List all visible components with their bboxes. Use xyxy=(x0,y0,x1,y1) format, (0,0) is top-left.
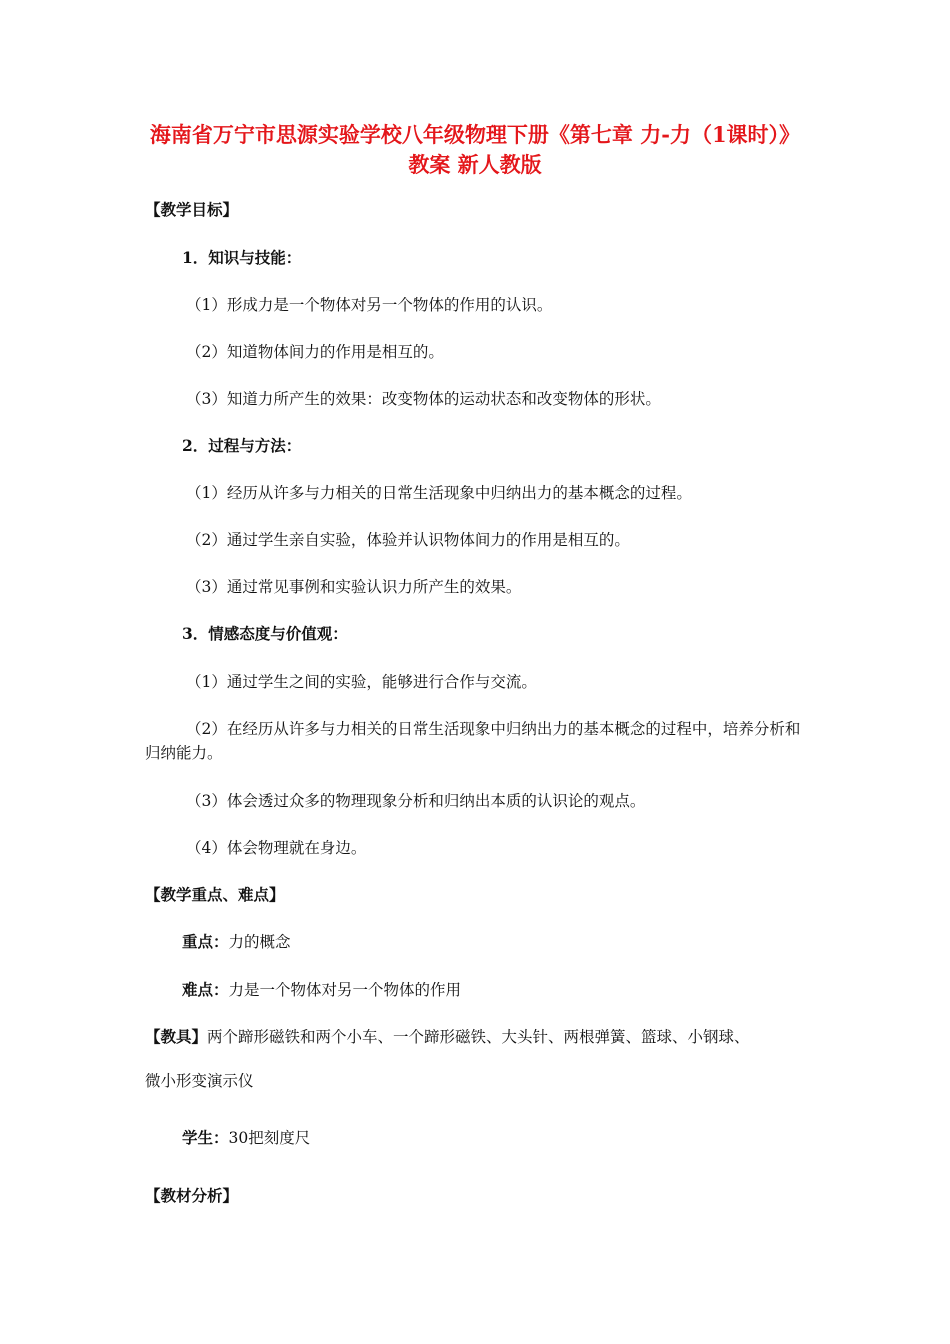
difficulty-label: 难点： xyxy=(182,980,229,999)
list-item: （1）形成力是一个物体对另一个物体的作用的认识。 xyxy=(186,296,553,314)
section-heading-equipment: 【教具】 xyxy=(145,1027,208,1046)
subheading-process: 2．过程与方法： xyxy=(182,436,302,455)
difficulty-line xyxy=(182,979,461,1001)
equipment-text: 两个蹄形磁铁和两个小车、一个蹄形磁铁、大头针、两根弹簧、篮球、小钢球、 xyxy=(207,1028,750,1046)
equipment-text-continued: 微小形变演示仪 xyxy=(145,1072,254,1090)
key-point-line xyxy=(182,931,291,953)
section-heading-analysis: 【教材分析】 xyxy=(145,1186,239,1205)
list-item: （3）通过常见事例和实验认识力所产生的效果。 xyxy=(186,578,522,596)
list-item: （4）体会物理就在身边。 xyxy=(186,839,367,857)
document-title: 海南省万宁市思源实验学校八年级物理下册《第七章 力-力（1课时）》教案 新人教版 xyxy=(149,122,801,177)
section-heading-goals: 【教学目标】 xyxy=(145,200,239,219)
key-point-text: 力的概念 xyxy=(228,933,291,951)
student-equipment-line xyxy=(182,1127,310,1149)
equipment-line xyxy=(145,1026,750,1048)
student-label: 学生： xyxy=(182,1128,229,1147)
list-item: （2）通过学生亲自实验，体验并认识物体间力的作用是相互的。 xyxy=(186,531,630,549)
student-text: 30把刻度尺 xyxy=(228,1129,311,1147)
subheading-attitude: 3．情感态度与价值观： xyxy=(182,624,348,643)
list-item: （1）通过学生之间的实验，能够进行合作与交流。 xyxy=(186,673,537,691)
list-item: （2）在经历从许多与力相关的日常生活现象中归纳出力的基本概念的过程中，培养分析和归纳能力。 xyxy=(145,720,801,762)
section-heading-key-points: 【教学重点、难点】 xyxy=(145,885,285,904)
difficulty-text: 力是一个物体对另一个物体的作用 xyxy=(228,981,462,999)
list-item: （1）经历从许多与力相关的日常生活现象中归纳出力的基本概念的过程。 xyxy=(186,484,692,502)
list-item: （3）体会透过众多的物理现象分析和归纳出本质的认识论的观点。 xyxy=(186,792,646,810)
subheading-knowledge: 1．知识与技能： xyxy=(182,248,302,267)
key-point-label: 重点： xyxy=(182,932,229,951)
list-item: （2）知道物体间力的作用是相互的。 xyxy=(186,343,444,361)
list-item: （3）知道力所产生的效果：改变物体的运动状态和改变物体的形状。 xyxy=(186,390,661,408)
